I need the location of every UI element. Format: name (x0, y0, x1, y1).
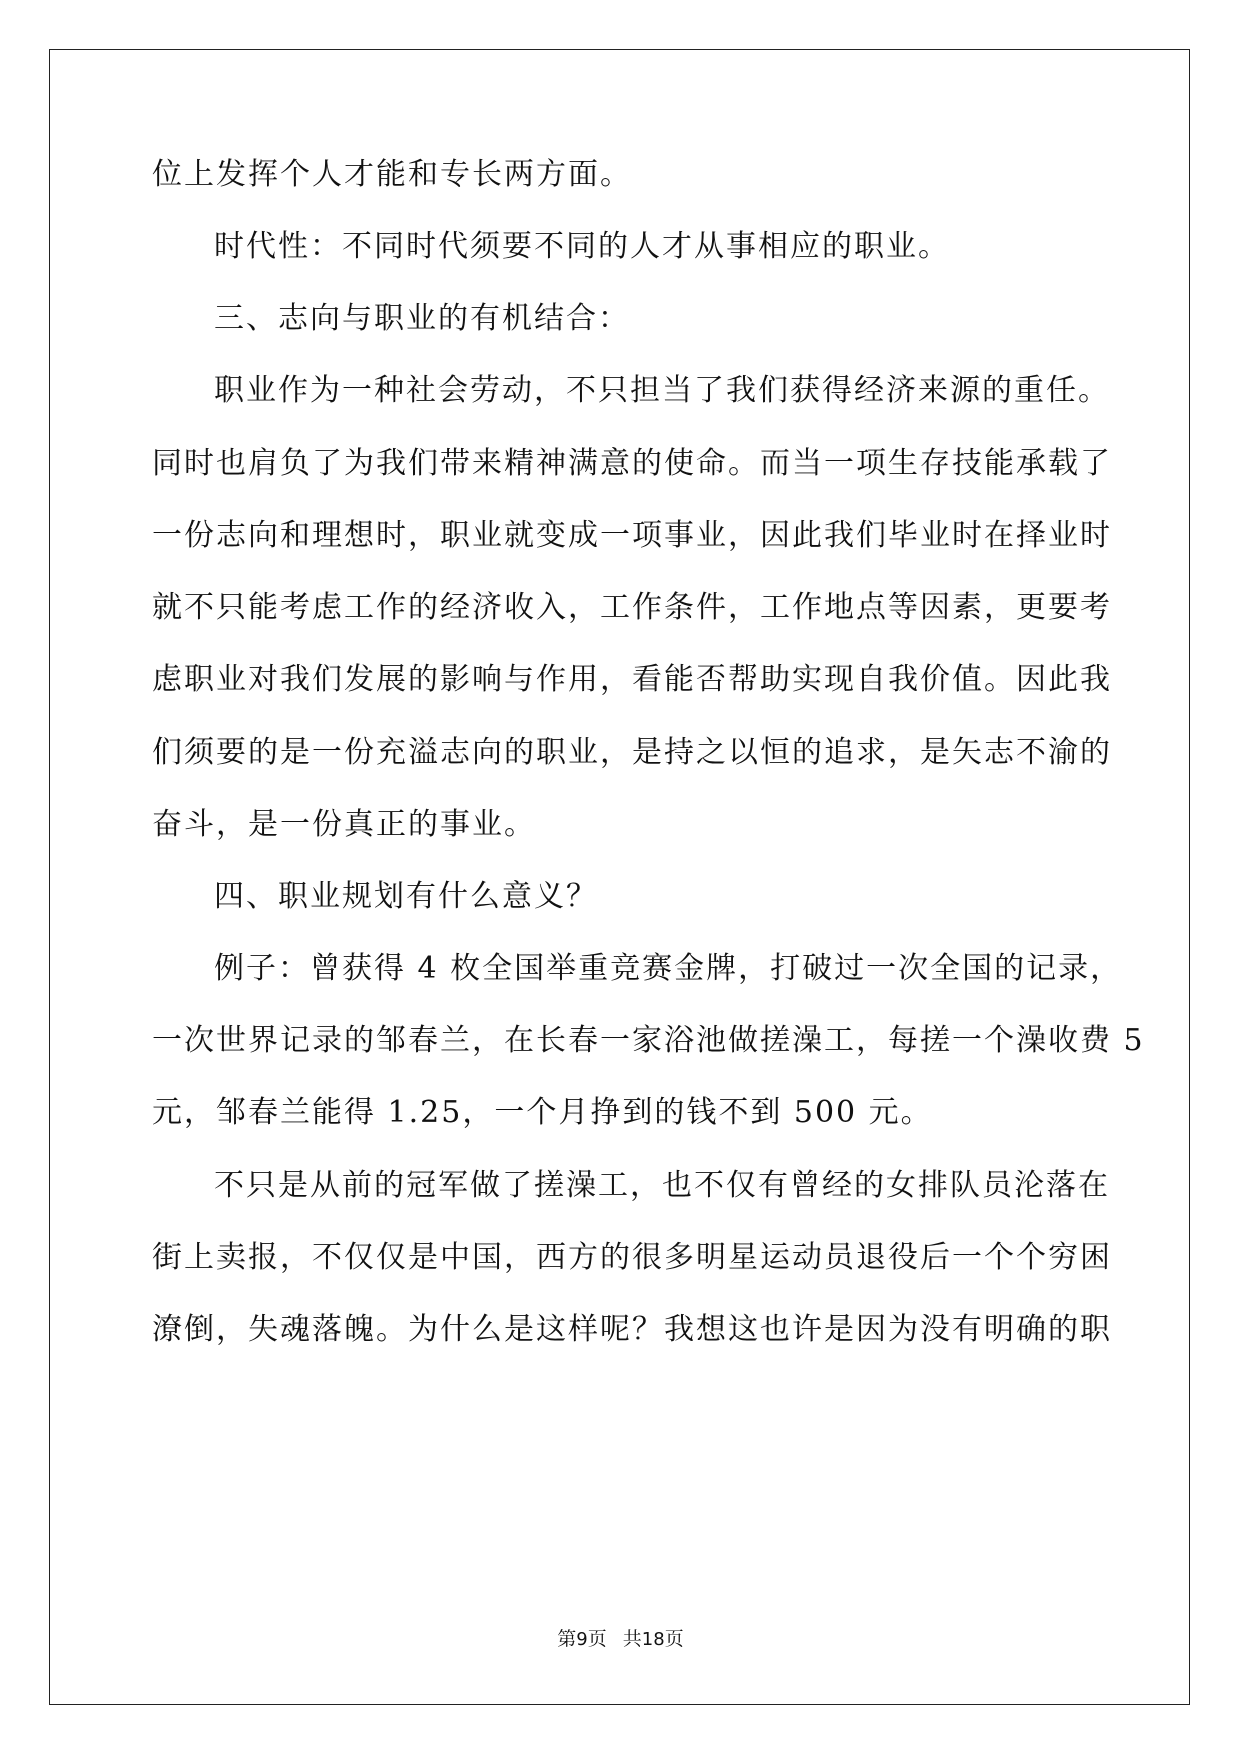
page-number-total: 18 (641, 1629, 665, 1650)
text-line: 一份志向和理想时，职业就变成一项事业，因此我们毕业时在择业时 (152, 518, 1112, 553)
section-heading: 三、志向与职业的有机结合： (214, 301, 630, 336)
text-line: 就不只能考虑工作的经济收入，工作条件，工作地点等因素，更要考 (152, 590, 1112, 625)
page-border (49, 49, 1190, 1705)
section-heading: 四、职业规划有什么意义？ (214, 879, 598, 914)
text-line: 潦倒，失魂落魄。为什么是这样呢？我想这也许是因为没有明确的职 (152, 1312, 1112, 1347)
text-line: 时代性：不同时代须要不同的人才从事相应的职业。 (214, 229, 950, 264)
text-line: 虑职业对我们发展的影响与作用，看能否帮助实现自我价值。因此我 (152, 662, 1112, 697)
page-number-current: 9 (576, 1629, 588, 1650)
page-total-suffix: 页 (664, 1628, 684, 1650)
text-line: 位上发挥个人才能和专长两方面。 (152, 157, 632, 192)
text-line: 同时也肩负了为我们带来精神满意的使命。而当一项生存技能承载了 (152, 446, 1112, 481)
text-line: 奋斗，是一份真正的事业。 (152, 807, 536, 842)
text-line: 一次世界记录的邹春兰，在长春一家浴池做搓澡工，每搓一个澡收费 5 (152, 1023, 1145, 1058)
page-footer (0, 1624, 1241, 1651)
text-line: 们须要的是一份充溢志向的职业，是持之以恒的追求，是矢志不渝的 (152, 735, 1112, 770)
text-line: 职业作为一种社会劳动，不只担当了我们获得经济来源的重任。 (214, 373, 1110, 408)
text-line: 不只是从前的冠军做了搓澡工，也不仅有曾经的女排队员沦落在 (214, 1168, 1110, 1203)
text-line: 例子：曾获得 4 枚全国举重竞赛金牌，打破过一次全国的记录， (214, 951, 1123, 986)
page-number-prefix: 第 (557, 1628, 577, 1650)
text-line: 元，邹春兰能得 1.25，一个月挣到的钱不到 500 元。 (152, 1095, 933, 1130)
page-total-prefix: 共 (622, 1628, 642, 1650)
text-line: 街上卖报，不仅仅是中国，西方的很多明星运动员退役后一个个穷困 (152, 1240, 1112, 1275)
page-number-suffix: 页 (587, 1628, 607, 1650)
